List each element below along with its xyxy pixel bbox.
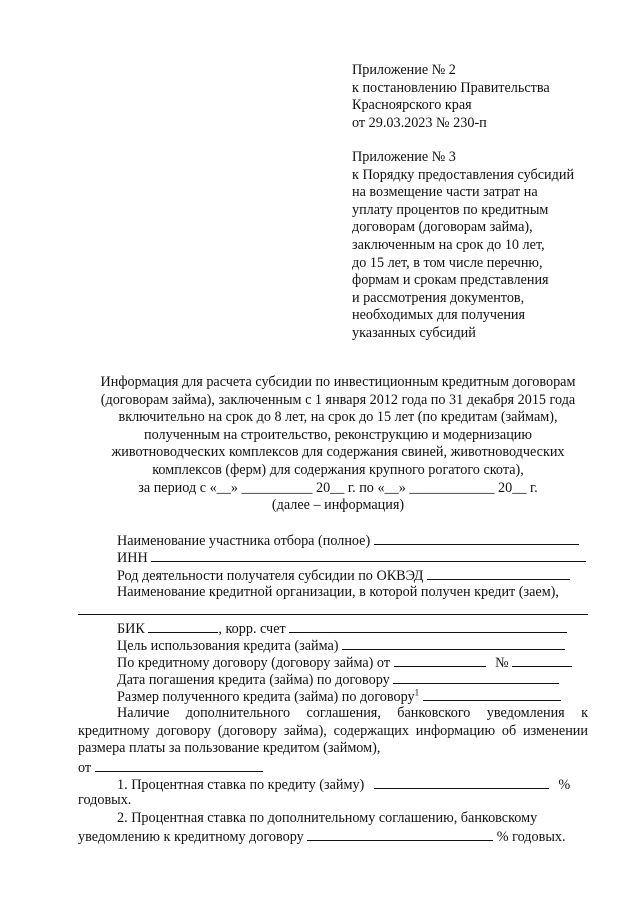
appendix-line: к Порядку предоставления субсидий — [352, 166, 575, 183]
item-1-percent: % — [558, 777, 571, 793]
item-1-end-row — [78, 792, 131, 810]
appendix-line: заключенным на срок до 10 лет, — [352, 236, 545, 253]
repayment-date-label: Дата погашения кредита (займа) по договору — [117, 672, 390, 688]
appendix-line: уплату процентов по кредитным — [352, 201, 549, 218]
appendix-line: Приложение № 3 — [352, 149, 456, 165]
bank-name-label: Наименование кредитной организации, в которой получен кредит (заем), — [117, 584, 559, 600]
footnote-mark: 1 — [414, 687, 420, 698]
okved-label: Род деятельности получателя субсидии по ОКВЭД — [117, 568, 424, 584]
okved-row — [117, 566, 570, 586]
appendix-line: к постановлению Правительства — [352, 79, 550, 96]
title-line: комплексов (ферм) для содержания крупного рогатого скота), — [152, 461, 524, 478]
appendix-2-header — [352, 62, 612, 132]
appendix-line: формам и срокам представления — [352, 272, 549, 289]
participant-name-label: Наименование участника отбора (полное) — [117, 533, 371, 549]
title-line: Информация для расчета субсидии по инвестиционным кредитным договорам — [100, 374, 576, 390]
bank-name-row — [117, 584, 559, 602]
appendix-line: Красноярского края — [352, 97, 472, 114]
item-2-cont: уведомлению к кредитному договору — [78, 829, 304, 845]
contract-from-label: По кредитному договору (договору займа) от — [117, 655, 391, 671]
item-1-row — [117, 775, 570, 795]
contract-number-field[interactable] — [512, 653, 572, 667]
item-1-rate-field[interactable] — [374, 775, 549, 789]
appendix-line: до 15 лет, в том числе перечню, — [352, 254, 543, 271]
title-line: полученным на строительство, реконструкцию и модернизацию — [144, 426, 532, 443]
title-line: (договорам займа), заключенным с 1 января 2012 года по 31 декабря 2015 года — [100, 391, 576, 408]
corr-account-field[interactable] — [289, 619, 567, 633]
title-line: животноводческих комплексов для содержания свиней, животноводческих — [111, 444, 565, 461]
item-1-label: 1. Процентная ставка по кредиту (займу) — [117, 777, 365, 793]
repayment-date-field[interactable] — [393, 670, 559, 684]
agreement-from-field[interactable] — [95, 758, 263, 772]
title-line: включительно на срок до 8 лет, на срок до 15 лет (по кредитам (займам), — [118, 409, 558, 426]
appendix-line: от 29.03.2023 № 230-п — [352, 114, 487, 131]
inn-field[interactable] — [151, 548, 586, 562]
bank-name-field[interactable] — [78, 613, 588, 615]
inn-label: ИНН — [117, 550, 148, 566]
bik-field[interactable] — [148, 619, 218, 633]
purpose-label: Цель использования кредита (займа) — [117, 638, 339, 654]
document-title — [78, 374, 598, 515]
item-1-end: годовых. — [78, 792, 132, 808]
additional-agreement-paragraph — [78, 705, 588, 758]
purpose-field[interactable] — [342, 636, 565, 650]
item-2-label: 2. Процентная ставка по дополнительному соглашению, банковскому — [117, 810, 538, 826]
title-period: за период с «__» __________ 20__ г. по «__» ____________ 20__ г. — [138, 479, 538, 496]
okved-field[interactable] — [427, 566, 570, 580]
credit-amount-row — [117, 687, 561, 707]
appendix-line: и рассмотрения документов, — [352, 289, 525, 306]
participant-name-field[interactable] — [374, 531, 579, 545]
item-2-row — [117, 810, 537, 828]
appendix-line: Приложение № 2 — [352, 62, 456, 78]
title-subtitle: (далее – информация) — [271, 497, 405, 514]
additional-agreement-text: Наличие дополнительного соглашения, банковского уведомления к кредитному договору (договору займа), содержащих информацию об изменении размера платы за пользование кредитом (займом), — [78, 705, 588, 757]
appendix-line: договорам (договорам займа), — [352, 219, 533, 236]
appendix-line: на возмещение части затрат на — [352, 184, 538, 201]
item-2-rate-field[interactable] — [307, 827, 493, 841]
appendix-line: необходимых для получения — [352, 307, 526, 324]
corr-account-label: , корр. счет — [218, 621, 286, 637]
appendix-line: указанных субсидий — [352, 324, 476, 341]
appendix-3-header — [352, 149, 612, 343]
item-2-end: % годовых. — [496, 829, 566, 845]
number-sign: № — [495, 655, 509, 671]
credit-amount-label: Размер полученного кредита (займа) по договору — [117, 689, 415, 705]
item-2-cont-row — [78, 827, 566, 847]
credit-amount-field[interactable] — [423, 687, 561, 701]
agreement-from-label: от — [78, 760, 92, 776]
bik-label: БИК — [117, 621, 145, 637]
inn-row — [117, 548, 586, 568]
contract-date-field[interactable] — [394, 653, 486, 667]
